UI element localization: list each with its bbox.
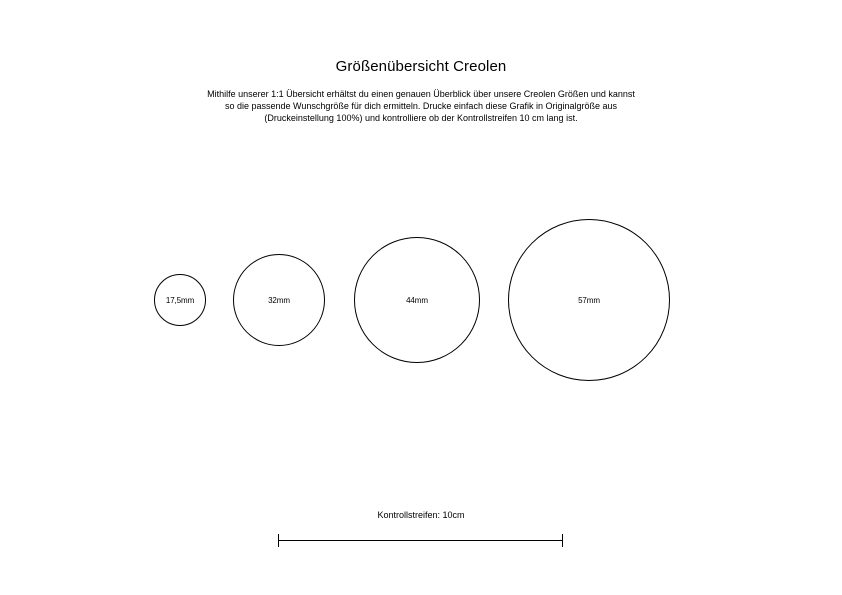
hoop-circle-17-5mm [154,274,206,326]
hoop-circle-32mm [233,254,325,346]
hoop-size-label: 44mm [406,295,428,305]
hoop-size-label: 17,5mm [165,295,195,305]
intro-line: so die passende Wunschgröße für dich ermitteln. Drucke einfach diese Grafik in Originalgröße aus [224,101,618,111]
control-strip [278,533,563,548]
control-strip-right-tick [562,534,563,547]
control-strip-line [278,540,563,541]
intro-line: Mithilfe unserer 1:1 Übersicht erhältst du einen genauen Überblick über unsere Creolen Größen und kannst [207,89,635,99]
hoop-size-label: 57mm [578,295,600,305]
hoop-size-label: 32mm [268,295,290,305]
intro-text [160,88,682,124]
intro-line: (Druckeinstellung 100%) und kontrolliere ob der Kontrollstreifen 10 cm lang ist. [264,113,578,123]
hoop-circle-44mm [354,237,480,363]
hoop-circle-57mm [508,219,670,381]
control-strip-label: Kontrollstreifen: 10cm [377,510,465,520]
page-title: Größenübersicht Creolen [335,58,507,75]
